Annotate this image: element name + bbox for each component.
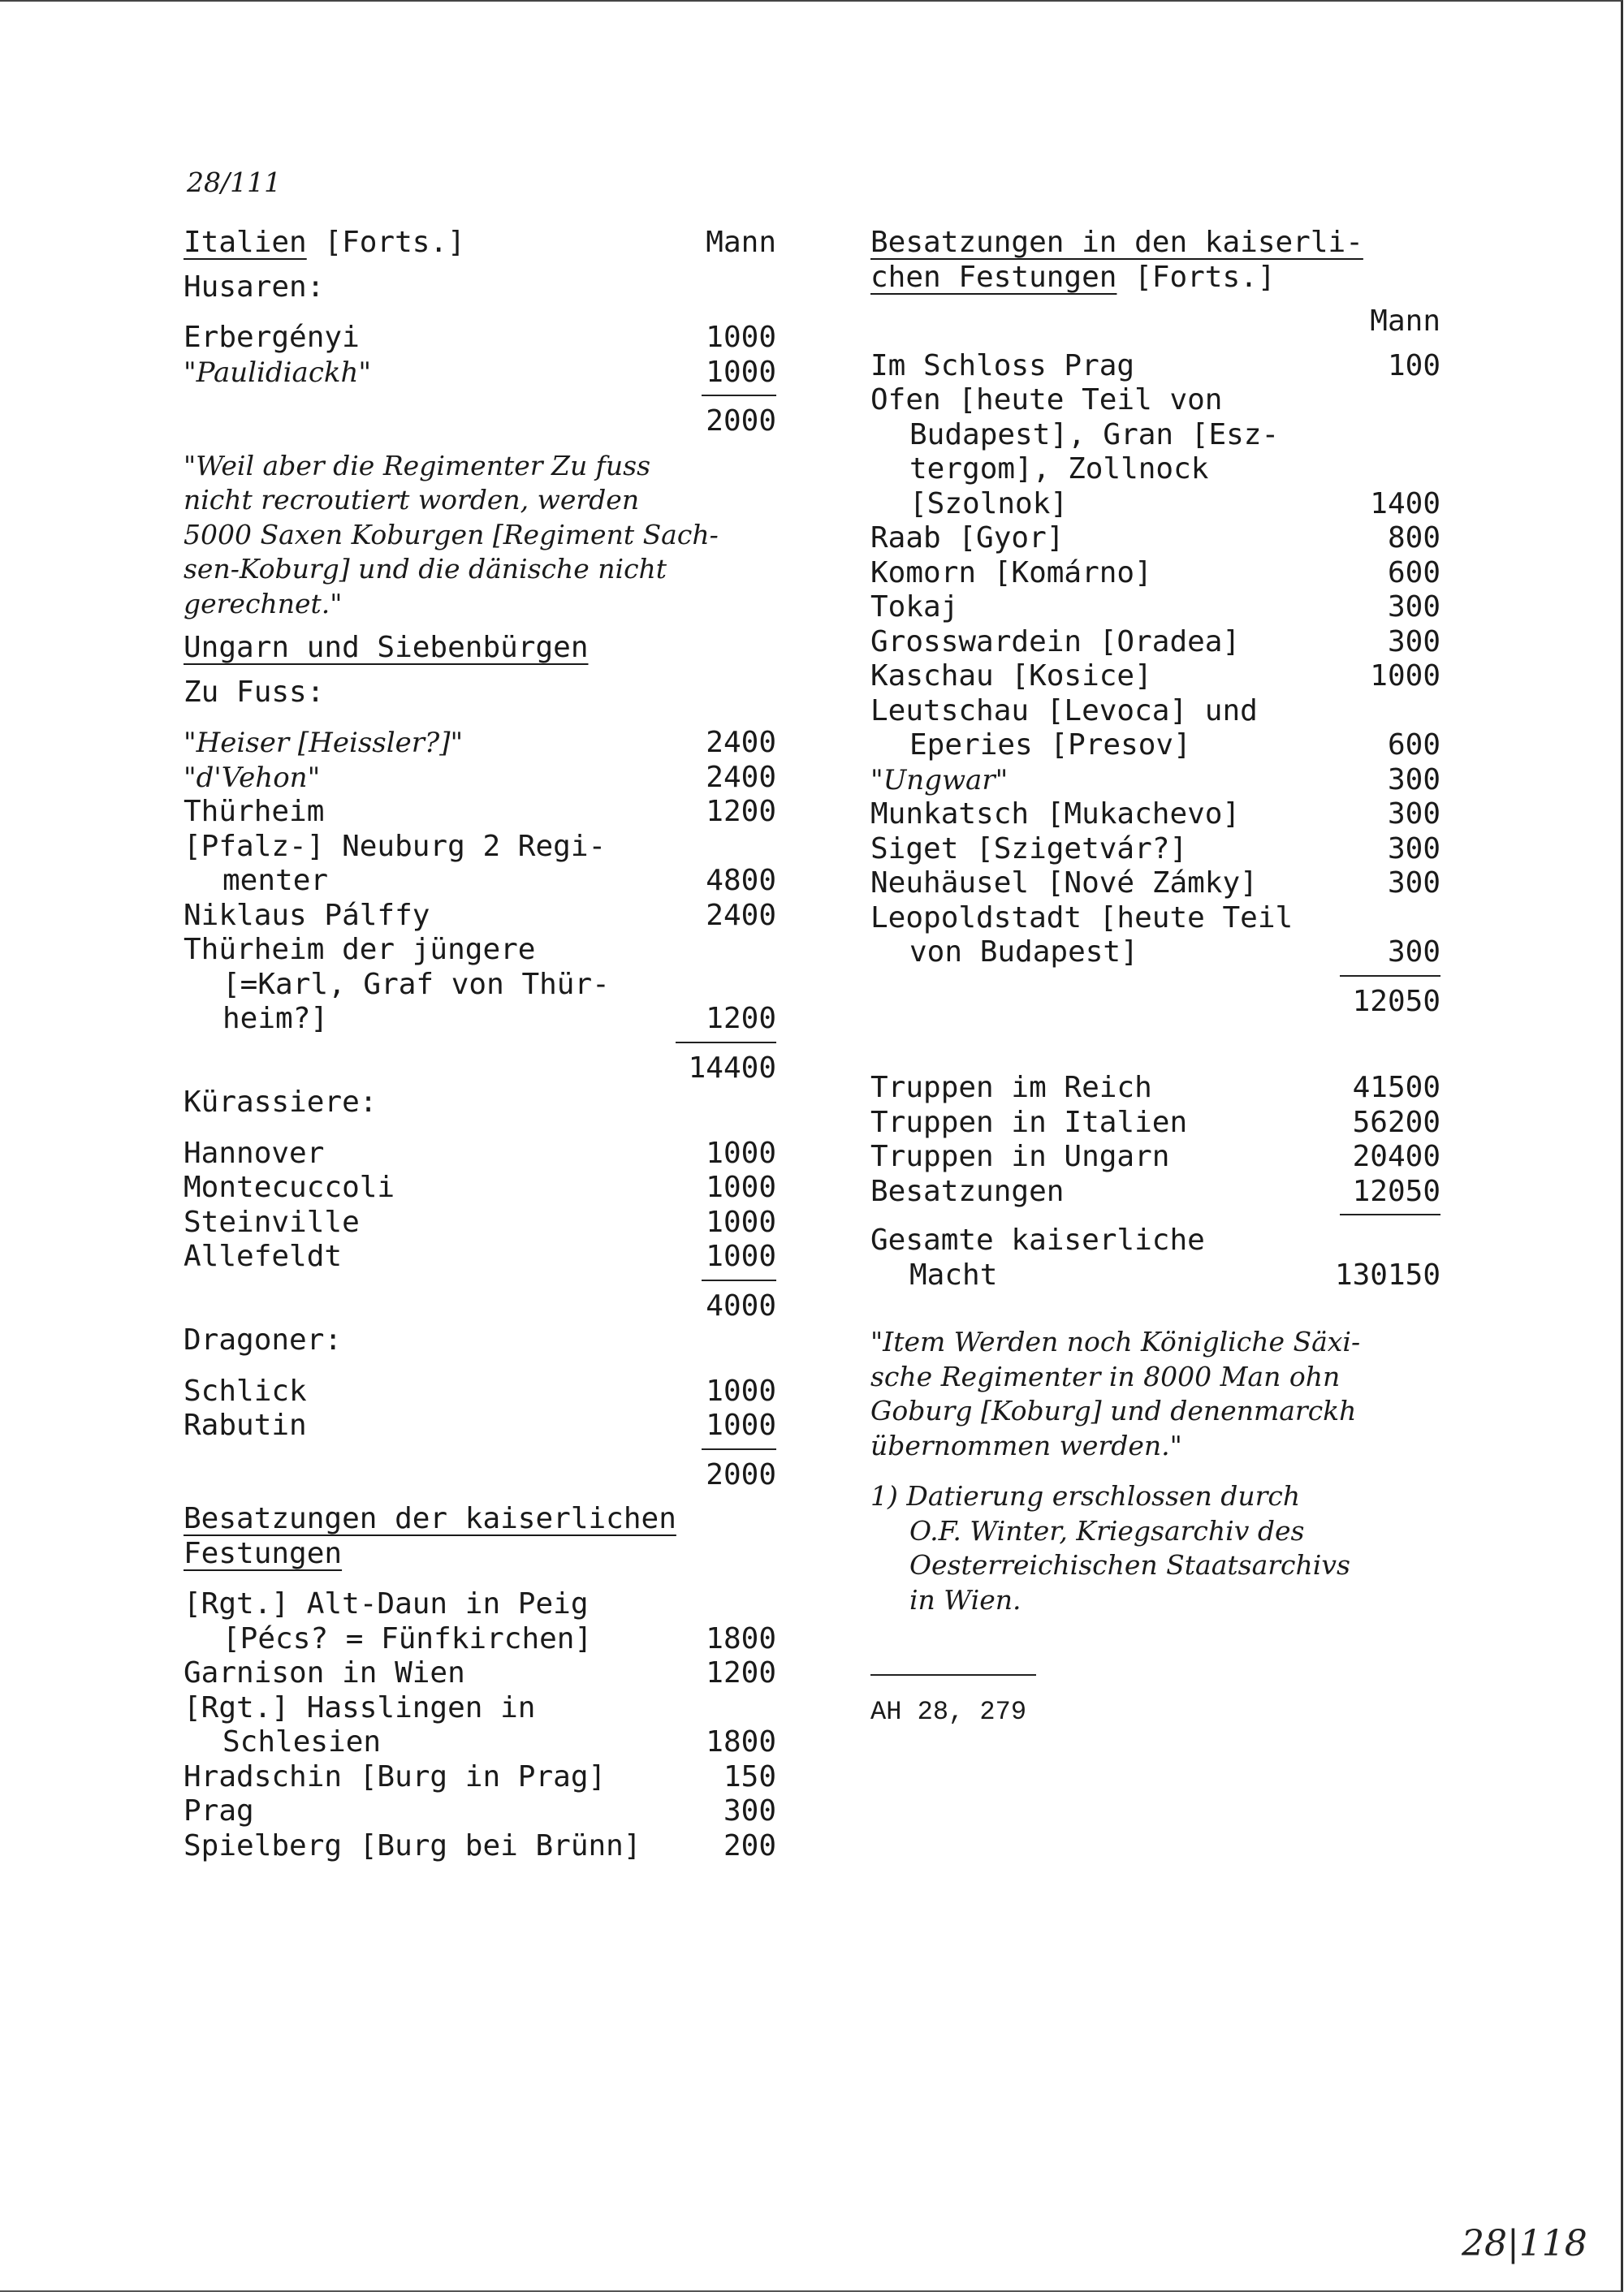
kuerassiere-row: Steinville 1000	[184, 1205, 776, 1239]
dragoner-total: 2000	[706, 1457, 776, 1491]
dragoner-row: Schlick 1000	[184, 1374, 776, 1408]
italien-heading: Italien	[184, 226, 307, 259]
sum-rule	[184, 395, 776, 396]
summary-row: Truppen in Ungarn 20400	[870, 1140, 1440, 1173]
besatzung-row: Schlesien 1800	[222, 1725, 776, 1759]
footnote: 1) Datierung erschlossen durch O.F. Winter, Kriegsarchiv des Oesterreichischen Staatsarchivs in Wien.	[870, 1480, 1350, 1616]
right-heading: Besatzungen in den kaiserli- chen Festungen [Forts.]	[870, 226, 1363, 294]
page-number: 28/111	[187, 166, 282, 198]
kuerassiere-row: Allefeldt 1000	[184, 1240, 776, 1273]
zu-fuss-row: "d'Vehon" 2400	[184, 760, 776, 794]
kuerassiere-total: 4000	[706, 1288, 776, 1323]
festung-row: Im Schloss Prag 100	[870, 348, 1440, 382]
kuerassiere-row: Montecuccoli 1000	[184, 1171, 776, 1204]
festung-row: Leutschau [Levoca] und	[870, 693, 1258, 727]
italien-forts: [Forts.]	[306, 226, 465, 259]
ungarn-heading: Ungarn und Siebenbürgen	[184, 631, 589, 664]
zu-fuss-heading: Zu Fuss:	[184, 675, 325, 709]
quote-weil: "Weil aber die Regimenter Zu fuss nicht recroutiert worden, werden 5000 Saxen Koburgen [Regiment Sach- sen-Koburg] und die dänische nicht gerechnet."	[184, 449, 719, 619]
besatzungen-heading: Besatzungen der kaiserlichen Festungen	[184, 1502, 676, 1570]
festung-row: Raab [Gyor] 800	[870, 521, 1440, 555]
besatzung-row: Prag 300	[184, 1794, 776, 1828]
summary-row: Truppen im Reich 41500	[870, 1071, 1440, 1104]
besatzung-row: [Pécs? = Fünfkirchen] 1800	[222, 1621, 776, 1655]
festung-row: Neuhäusel [Nové Zámky] 300	[870, 866, 1440, 900]
festung-row: Tokaj 300	[870, 590, 1440, 624]
zu-fuss-row: "Heiser [Heissler?]" 2400	[184, 726, 776, 759]
gesamt-row: Macht 130150	[909, 1258, 1440, 1292]
zu-fuss-row: [=Karl, Graf von Thür-	[222, 967, 610, 1001]
mann-header: Mann	[706, 226, 776, 259]
festung-row: von Budapest] 300	[909, 935, 1440, 969]
gesamt-row: Gesamte kaiserliche	[870, 1224, 1205, 1257]
besatzung-row: Spielberg [Burg bei Brünn] 200	[184, 1828, 776, 1863]
husaren-heading: Husaren:	[184, 270, 325, 304]
festung-row: Komorn [Komárno] 600	[870, 555, 1440, 589]
festung-row: tergom], Zollnock	[909, 452, 1209, 486]
zu-fuss-total: 14400	[688, 1051, 776, 1085]
festung-row: Kaschau [Kosice] 1000	[870, 659, 1440, 693]
sum-rule	[184, 1280, 776, 1281]
festung-row: [Szolnok] 1400	[909, 486, 1440, 520]
zu-fuss-row: menter 4800	[222, 864, 776, 897]
mann-header-right: Mann	[1370, 304, 1440, 338]
husaren-row: Erbergényi 1000	[184, 321, 776, 354]
festung-row: "Ungwar" 300	[870, 762, 1440, 796]
festung-row: Siget [Szigetvár?] 300	[870, 831, 1440, 865]
besatzung-row: [Rgt.] Hasslingen in	[184, 1690, 536, 1724]
footnote-rule	[870, 1674, 1036, 1676]
sum-rule	[184, 1448, 776, 1450]
handwritten-signature: 28|118	[1462, 2223, 1587, 2264]
dragoner-heading: Dragoner:	[184, 1323, 343, 1357]
left-column	[184, 226, 776, 1863]
kuerassiere-heading: Kürassiere:	[184, 1086, 378, 1119]
sum-rule	[870, 1214, 1440, 1215]
italien-heading-row	[184, 226, 776, 261]
zu-fuss-row: [Pfalz-] Neuburg 2 Regi-	[184, 829, 607, 863]
dragoner-row: Rabutin 1000	[184, 1409, 776, 1442]
besatzungen-total: 12050	[1352, 984, 1440, 1018]
zu-fuss-row: Thürheim der jüngere	[184, 933, 536, 966]
right-column	[870, 226, 1440, 1730]
zu-fuss-row: heim?] 1200	[222, 1002, 776, 1035]
festung-row: Munkatsch [Mukachevo] 300	[870, 797, 1440, 831]
besatzung-row: Garnison in Wien 1200	[184, 1656, 776, 1690]
besatzung-row: [Rgt.] Alt-Daun in Peig	[184, 1587, 589, 1621]
zu-fuss-row: Niklaus Pálffy 2400	[184, 898, 776, 932]
festung-row: Leopoldstadt [heute Teil	[870, 900, 1294, 934]
summary-row: Besatzungen 12050	[870, 1174, 1440, 1208]
festung-row: Grosswardein [Oradea] 300	[870, 624, 1440, 658]
summary-row: Truppen in Italien 56200	[870, 1105, 1440, 1139]
zu-fuss-row: Thürheim 1200	[184, 795, 776, 828]
sum-rule	[870, 975, 1440, 977]
kuerassiere-row: Hannover 1000	[184, 1136, 776, 1170]
husaren-row: "Paulidiackh" 1000	[184, 355, 776, 389]
besatzung-row: Hradschin [Burg in Prag] 150	[184, 1759, 776, 1793]
sum-rule	[184, 1042, 776, 1043]
quote-item: "Item Werden noch Königliche Säxi- sche Regimenter in 8000 Man ohn Goburg [Koburg] und denenmarckh übernommen werden."	[870, 1326, 1361, 1461]
festung-row: Eperies [Presov] 600	[909, 728, 1440, 762]
husaren-total: 2000	[706, 404, 776, 438]
festung-row: Budapest], Gran [Esz-	[909, 417, 1280, 451]
reference: AH 28, 279	[870, 1697, 1027, 1727]
festung-row: Ofen [heute Teil von	[870, 383, 1223, 417]
